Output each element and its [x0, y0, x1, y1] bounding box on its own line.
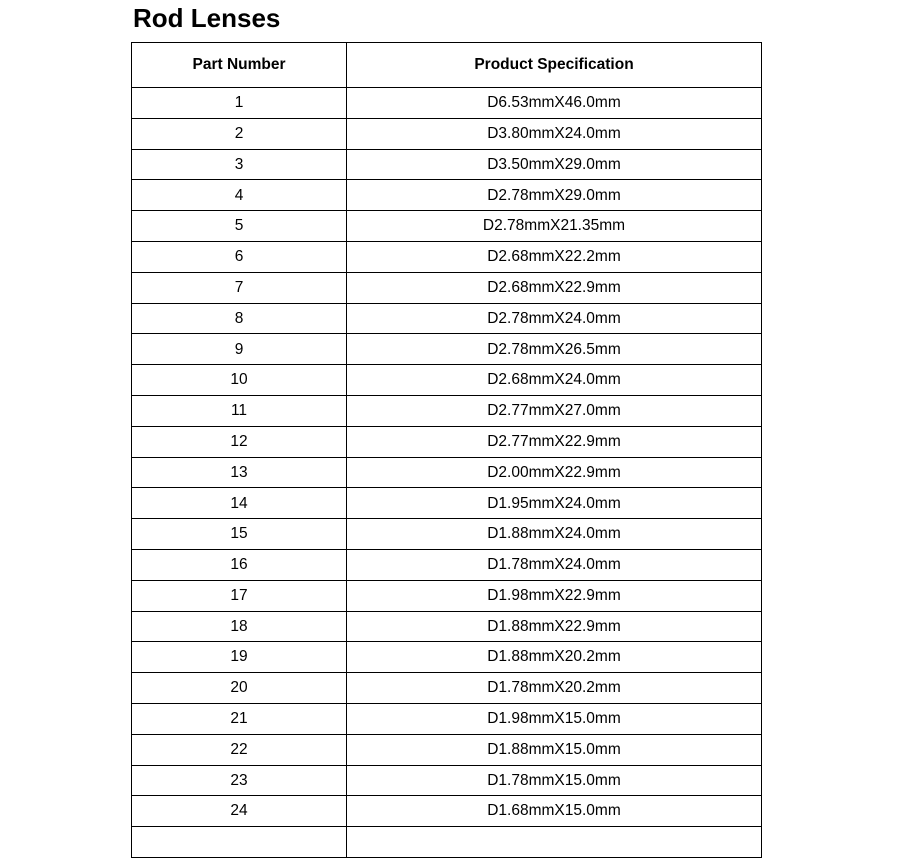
product-specification-cell: D2.78mmX29.0mm	[347, 180, 762, 211]
table-row	[132, 673, 762, 704]
table-row	[132, 734, 762, 765]
table-row	[132, 334, 762, 365]
table-row	[132, 303, 762, 334]
product-specification-cell: D6.53mmX46.0mm	[347, 88, 762, 119]
product-specification-cell: D1.98mmX15.0mm	[347, 703, 762, 734]
part-number-cell: 16	[132, 549, 347, 580]
table-row	[132, 611, 762, 642]
table-row	[132, 457, 762, 488]
product-specification-cell: D1.78mmX15.0mm	[347, 765, 762, 796]
rod-lenses-table	[131, 42, 762, 858]
table-row	[132, 149, 762, 180]
part-number-cell: 13	[132, 457, 347, 488]
table-row	[132, 765, 762, 796]
table-row	[132, 88, 762, 119]
part-number-cell: 1	[132, 88, 347, 119]
part-number-cell: 7	[132, 272, 347, 303]
product-specification-cell: D2.77mmX22.9mm	[347, 426, 762, 457]
product-specification-cell: D3.50mmX29.0mm	[347, 149, 762, 180]
part-number-cell: 17	[132, 580, 347, 611]
product-specification-cell: D1.88mmX22.9mm	[347, 611, 762, 642]
product-specification-cell: D1.88mmX24.0mm	[347, 519, 762, 550]
table-row	[132, 796, 762, 827]
product-specification-cell: D2.78mmX24.0mm	[347, 303, 762, 334]
part-number-cell: 10	[132, 365, 347, 396]
page-title: Rod Lenses	[133, 3, 281, 33]
table-body	[132, 88, 762, 858]
part-number-cell: 20	[132, 673, 347, 704]
table-row	[132, 395, 762, 426]
product-specification-cell: D2.00mmX22.9mm	[347, 457, 762, 488]
part-number-cell: 4	[132, 180, 347, 211]
table-row	[132, 241, 762, 272]
table-row	[132, 549, 762, 580]
product-specification-cell: D1.98mmX22.9mm	[347, 580, 762, 611]
table-header-row	[132, 43, 762, 88]
table-row	[132, 488, 762, 519]
table-row	[132, 211, 762, 242]
product-specification-cell: D2.78mmX26.5mm	[347, 334, 762, 365]
table-row	[132, 365, 762, 396]
product-specification-cell: D1.88mmX20.2mm	[347, 642, 762, 673]
part-number-cell: 14	[132, 488, 347, 519]
product-specification-cell: D1.88mmX15.0mm	[347, 734, 762, 765]
table-row	[132, 642, 762, 673]
part-number-cell: 18	[132, 611, 347, 642]
part-number-cell: 6	[132, 241, 347, 272]
table-row	[132, 118, 762, 149]
part-number-cell: 11	[132, 395, 347, 426]
part-number-cell: 23	[132, 765, 347, 796]
product-specification-cell: D1.78mmX24.0mm	[347, 549, 762, 580]
product-specification-cell: D3.80mmX24.0mm	[347, 118, 762, 149]
part-number-cell: 12	[132, 426, 347, 457]
product-specification-cell: D2.68mmX22.9mm	[347, 272, 762, 303]
product-specification-cell: D2.68mmX24.0mm	[347, 365, 762, 396]
part-number-cell: 15	[132, 519, 347, 550]
table-row	[132, 272, 762, 303]
table-row	[132, 180, 762, 211]
part-number-cell: 2	[132, 118, 347, 149]
product-specification-cell: D2.77mmX27.0mm	[347, 395, 762, 426]
column-header-product-specification: Product Specification	[347, 43, 762, 88]
table-row-partial	[132, 827, 762, 858]
product-specification-cell: D2.68mmX22.2mm	[347, 241, 762, 272]
part-number-cell: 9	[132, 334, 347, 365]
part-number-cell: 24	[132, 796, 347, 827]
product-specification-cell: D1.78mmX20.2mm	[347, 673, 762, 704]
part-number-cell: 21	[132, 703, 347, 734]
part-number-cell: 19	[132, 642, 347, 673]
column-header-part-number: Part Number	[132, 43, 347, 88]
part-number-cell: 5	[132, 211, 347, 242]
table-row	[132, 580, 762, 611]
table-row	[132, 426, 762, 457]
empty-cell	[347, 827, 762, 858]
empty-cell	[132, 827, 347, 858]
part-number-cell: 3	[132, 149, 347, 180]
table-row	[132, 703, 762, 734]
product-specification-cell: D1.95mmX24.0mm	[347, 488, 762, 519]
product-specification-cell: D2.78mmX21.35mm	[347, 211, 762, 242]
part-number-cell: 8	[132, 303, 347, 334]
table-row	[132, 519, 762, 550]
part-number-cell: 22	[132, 734, 347, 765]
product-specification-cell: D1.68mmX15.0mm	[347, 796, 762, 827]
